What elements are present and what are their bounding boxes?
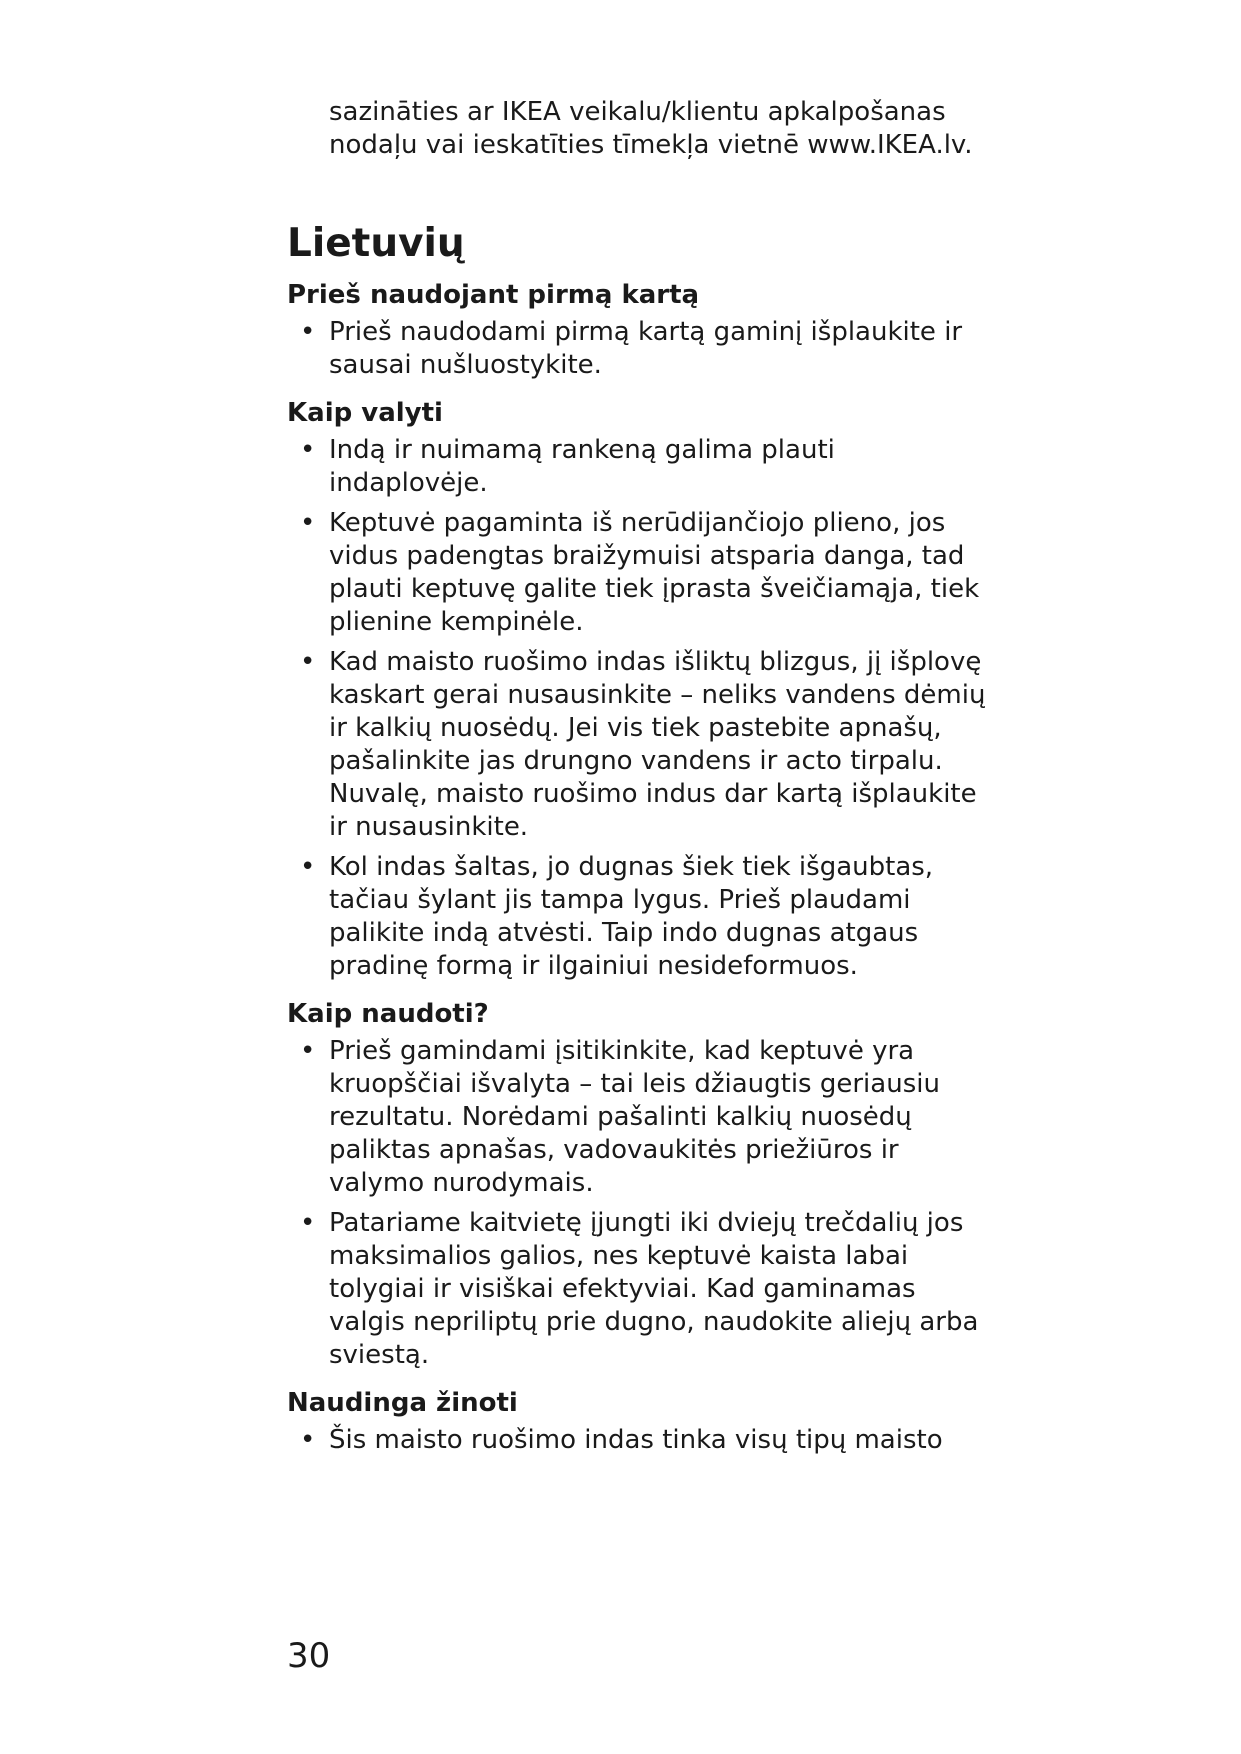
section-heading: Kaip naudoti?	[287, 999, 489, 1029]
list-item: • Indą ir nuimamą rankeną galima plauti indaplovėje.	[287, 434, 987, 500]
section-cleaning	[287, 396, 987, 983]
section-heading: Naudinga žinoti	[287, 1388, 518, 1418]
section-usage	[287, 997, 987, 1372]
language-heading: Lietuvių	[287, 221, 465, 266]
list-item: • Prieš naudodami pirmą kartą gaminį išplaukite ir sausai nušluostykite.	[287, 316, 987, 382]
bullet-list	[287, 434, 987, 983]
section-heading: Kaip valyti	[287, 398, 443, 428]
list-item: • Prieš gamindami įsitikinkite, kad keptuvė yra kruopščiai išvalyta – tai leis džiaugtis geriausiu rezultatu. Norėdami pašalinti kalkių nuosėdų paliktas apnašas, vadovaukitės priežiūros ir valymo nurodymais.	[287, 1035, 987, 1200]
bullet-list	[287, 316, 987, 382]
list-item: • Keptuvė pagaminta iš nerūdijančiojo plieno, jos vidus padengtas braižymuisi atsparia danga, tad plauti keptuvę galite tiek įprasta šveičiamąja, tiek plienine kempinėle.	[287, 507, 987, 639]
section-first-use	[287, 278, 987, 382]
bullet-list	[287, 1035, 987, 1372]
list-item: • Kol indas šaltas, jo dugnas šiek tiek išgaubtas, tačiau šylant jis tampa lygus. Prieš plaudami palikite indą atvėsti. Taip indo dugnas atgaus pradinę formą ir ilgainiui nesideformuos.	[287, 851, 987, 983]
page-content	[287, 96, 987, 1464]
bullet-list	[287, 1424, 987, 1457]
section-good-to-know	[287, 1386, 987, 1457]
continuation-text: sazināties ar IKEA veikalu/klientu apkalpošanas nodaļu vai ieskatīties tīmekļa vietnē www.IKEA.lv.	[329, 97, 973, 160]
section-heading: Prieš naudojant pirmą kartą	[287, 280, 700, 310]
list-item: • Patariame kaitvietę įjungti iki dviejų trečdalių jos maksimalios galios, nes keptuvė kaista labai tolygiai ir visiškai efektyviai. Kad gaminamas valgis nepriliptų prie dugno, naudokite aliejų arba sviestą.	[287, 1207, 987, 1372]
list-item: • Šis maisto ruošimo indas tinka visų tipų maisto	[287, 1424, 987, 1457]
list-item: • Kad maisto ruošimo indas išliktų blizgus, jį išplovę kaskart gerai nusausinkite – neliks vandens dėmių ir kalkių nuosėdų. Jei vis tiek pastebite apnašų, pašalinkite jas drungno vandens ir acto tirpalu. Nuvalę, maisto ruošimo indus dar kartą išplaukite ir nusausinkite.	[287, 646, 987, 844]
page-number: 30	[287, 1636, 331, 1676]
